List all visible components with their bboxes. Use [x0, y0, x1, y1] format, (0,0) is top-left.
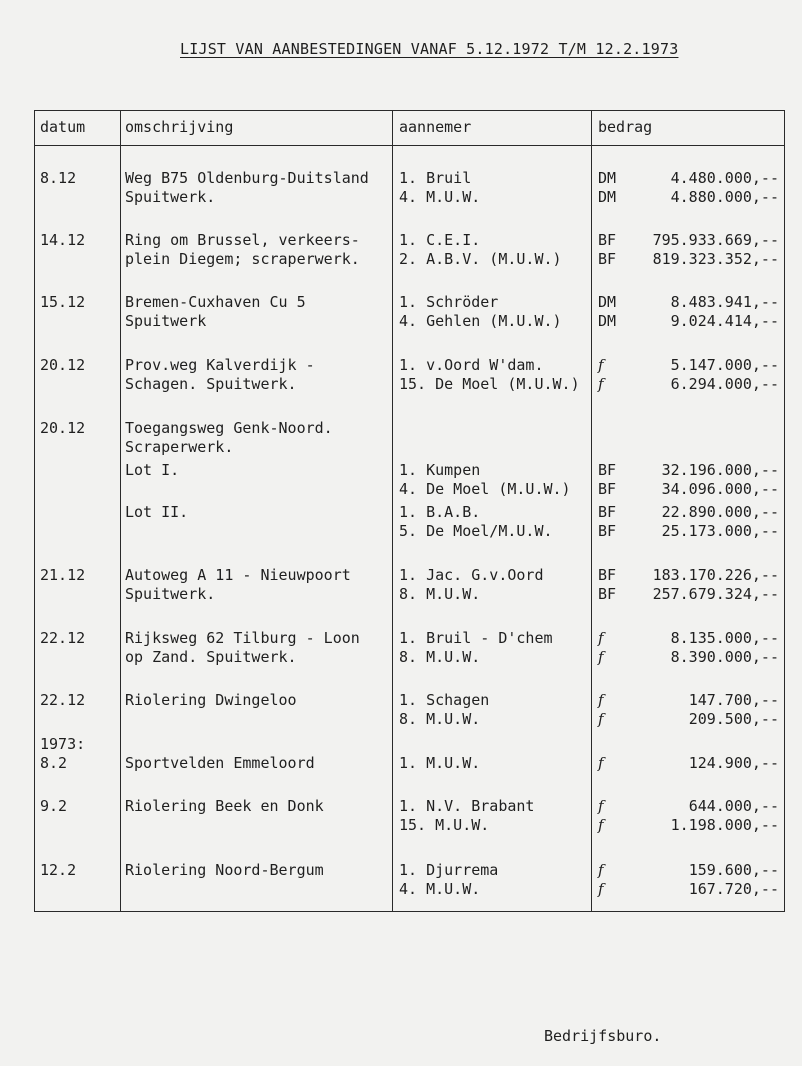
row-contractor: 8. M.U.W. — [399, 710, 481, 728]
row-date: 8.2 — [40, 754, 68, 772]
row-description: Spuitwerk. — [125, 188, 216, 206]
row-contractor: 1. B.A.B. — [399, 503, 481, 521]
row-amount: 183.170.226,-- — [652, 566, 779, 584]
row-date: 12.2 — [40, 861, 77, 879]
row-currency: BF — [598, 566, 617, 584]
row-date: 21.12 — [40, 566, 86, 584]
header-contractor: aannemer — [399, 118, 472, 136]
row-amount: 8.483.941,-- — [670, 293, 779, 311]
row-amount: 159.600,-- — [688, 861, 779, 879]
row-currency: BF — [598, 585, 617, 603]
row-date: 14.12 — [40, 231, 86, 249]
row-contractor: 1. Schröder — [399, 293, 499, 311]
row-currency: BF — [598, 231, 617, 249]
row-amount: 22.890.000,-- — [661, 503, 779, 521]
row-description: Toegangsweg Genk-Noord. — [125, 419, 333, 437]
row-currency: f — [598, 816, 604, 834]
row-currency: f — [598, 648, 604, 666]
row-currency: f — [598, 754, 604, 772]
column-divider — [392, 111, 393, 911]
row-description: op Zand. Spuitwerk. — [125, 648, 297, 666]
row-contractor: 4. M.U.W. — [399, 188, 481, 206]
row-amount: 5.147.000,-- — [670, 356, 779, 374]
column-divider — [591, 111, 592, 911]
header-amount: bedrag — [598, 118, 653, 136]
row-date: 1973: — [40, 735, 86, 753]
row-amount: 8.135.000,-- — [670, 629, 779, 647]
column-divider — [120, 111, 121, 911]
row-currency: f — [598, 356, 604, 374]
row-contractor: 1. Djurrema — [399, 861, 499, 879]
row-description: Schagen. Spuitwerk. — [125, 375, 297, 393]
row-contractor: 1. Bruil - D'chem — [399, 629, 553, 647]
row-contractor: 1. M.U.W. — [399, 754, 481, 772]
row-description: Rijksweg 62 Tilburg - Loon — [125, 629, 360, 647]
row-amount: 124.900,-- — [688, 754, 779, 772]
row-contractor: 1. v.Oord W'dam. — [399, 356, 544, 374]
row-currency: BF — [598, 503, 617, 521]
row-date: 15.12 — [40, 293, 86, 311]
row-currency: f — [598, 375, 604, 393]
row-description: Lot II. — [125, 503, 189, 521]
row-contractor: 1. C.E.I. — [399, 231, 481, 249]
row-currency: f — [598, 710, 604, 728]
row-contractor: 5. De Moel/M.U.W. — [399, 522, 553, 540]
signature: Bedrijfsburo. — [544, 1027, 662, 1045]
row-amount: 819.323.352,-- — [652, 250, 779, 268]
row-currency: BF — [598, 461, 617, 479]
row-currency: f — [598, 861, 604, 879]
row-amount: 644.000,-- — [688, 797, 779, 815]
row-amount: 795.933.669,-- — [652, 231, 779, 249]
row-currency: BF — [598, 522, 617, 540]
row-amount: 6.294.000,-- — [670, 375, 779, 393]
row-description: Ring om Brussel, verkeers- — [125, 231, 360, 249]
row-contractor: 1. Bruil — [399, 169, 472, 187]
page-title: LIJST VAN AANBESTEDINGEN VANAF 5.12.1972 T/M 12.2.1973 — [180, 40, 679, 58]
row-amount: 32.196.000,-- — [661, 461, 779, 479]
row-description: Riolering Beek en Donk — [125, 797, 324, 815]
row-currency: f — [598, 797, 604, 815]
row-date: 20.12 — [40, 356, 86, 374]
row-currency: DM — [598, 188, 617, 206]
row-description: Lot I. — [125, 461, 180, 479]
row-description: Spuitwerk — [125, 312, 207, 330]
row-currency: BF — [598, 250, 617, 268]
row-description: Autoweg A 11 - Nieuwpoort — [125, 566, 351, 584]
row-amount: 1.198.000,-- — [670, 816, 779, 834]
row-amount: 8.390.000,-- — [670, 648, 779, 666]
row-description: Scraperwerk. — [125, 438, 234, 456]
row-contractor: 2. A.B.V. (M.U.W.) — [399, 250, 562, 268]
row-contractor: 4. De Moel (M.U.W.) — [399, 480, 571, 498]
row-currency: f — [598, 880, 604, 898]
row-description: Prov.weg Kalverdijk - — [125, 356, 315, 374]
row-amount: 167.720,-- — [688, 880, 779, 898]
row-date: 22.12 — [40, 691, 86, 709]
row-currency: DM — [598, 293, 617, 311]
row-amount: 4.880.000,-- — [670, 188, 779, 206]
row-currency: DM — [598, 169, 617, 187]
row-description: Bremen-Cuxhaven Cu 5 — [125, 293, 306, 311]
row-date: 8.12 — [40, 169, 77, 187]
row-amount: 9.024.414,-- — [670, 312, 779, 330]
row-amount: 257.679.324,-- — [652, 585, 779, 603]
row-amount: 25.173.000,-- — [661, 522, 779, 540]
row-contractor: 4. Gehlen (M.U.W.) — [399, 312, 562, 330]
header-date: datum — [40, 118, 86, 136]
row-contractor: 15. M.U.W. — [399, 816, 490, 834]
header-description: omschrijving — [125, 118, 234, 136]
row-description: Riolering Noord-Bergum — [125, 861, 324, 879]
row-currency: DM — [598, 312, 617, 330]
row-contractor: 4. M.U.W. — [399, 880, 481, 898]
row-description: Weg B75 Oldenburg-Duitsland — [125, 169, 369, 187]
row-currency: BF — [598, 480, 617, 498]
row-amount: 147.700,-- — [688, 691, 779, 709]
row-description: plein Diegem; scraperwerk. — [125, 250, 360, 268]
row-date: 9.2 — [40, 797, 68, 815]
row-contractor: 8. M.U.W. — [399, 585, 481, 603]
row-contractor: 8. M.U.W. — [399, 648, 481, 666]
row-amount: 4.480.000,-- — [670, 169, 779, 187]
row-description: Spuitwerk. — [125, 585, 216, 603]
row-date: 22.12 — [40, 629, 86, 647]
row-contractor: 1. Kumpen — [399, 461, 481, 479]
row-amount: 209.500,-- — [688, 710, 779, 728]
row-description: Sportvelden Emmeloord — [125, 754, 315, 772]
tender-table — [34, 110, 785, 912]
row-amount: 34.096.000,-- — [661, 480, 779, 498]
row-currency: f — [598, 629, 604, 647]
row-contractor: 1. Schagen — [399, 691, 490, 709]
row-currency: f — [598, 691, 604, 709]
row-contractor: 15. De Moel (M.U.W.) — [399, 375, 580, 393]
row-contractor: 1. N.V. Brabant — [399, 797, 535, 815]
row-description: Riolering Dwingeloo — [125, 691, 297, 709]
table-header-row — [35, 111, 784, 146]
row-contractor: 1. Jac. G.v.Oord — [399, 566, 544, 584]
row-date: 20.12 — [40, 419, 86, 437]
